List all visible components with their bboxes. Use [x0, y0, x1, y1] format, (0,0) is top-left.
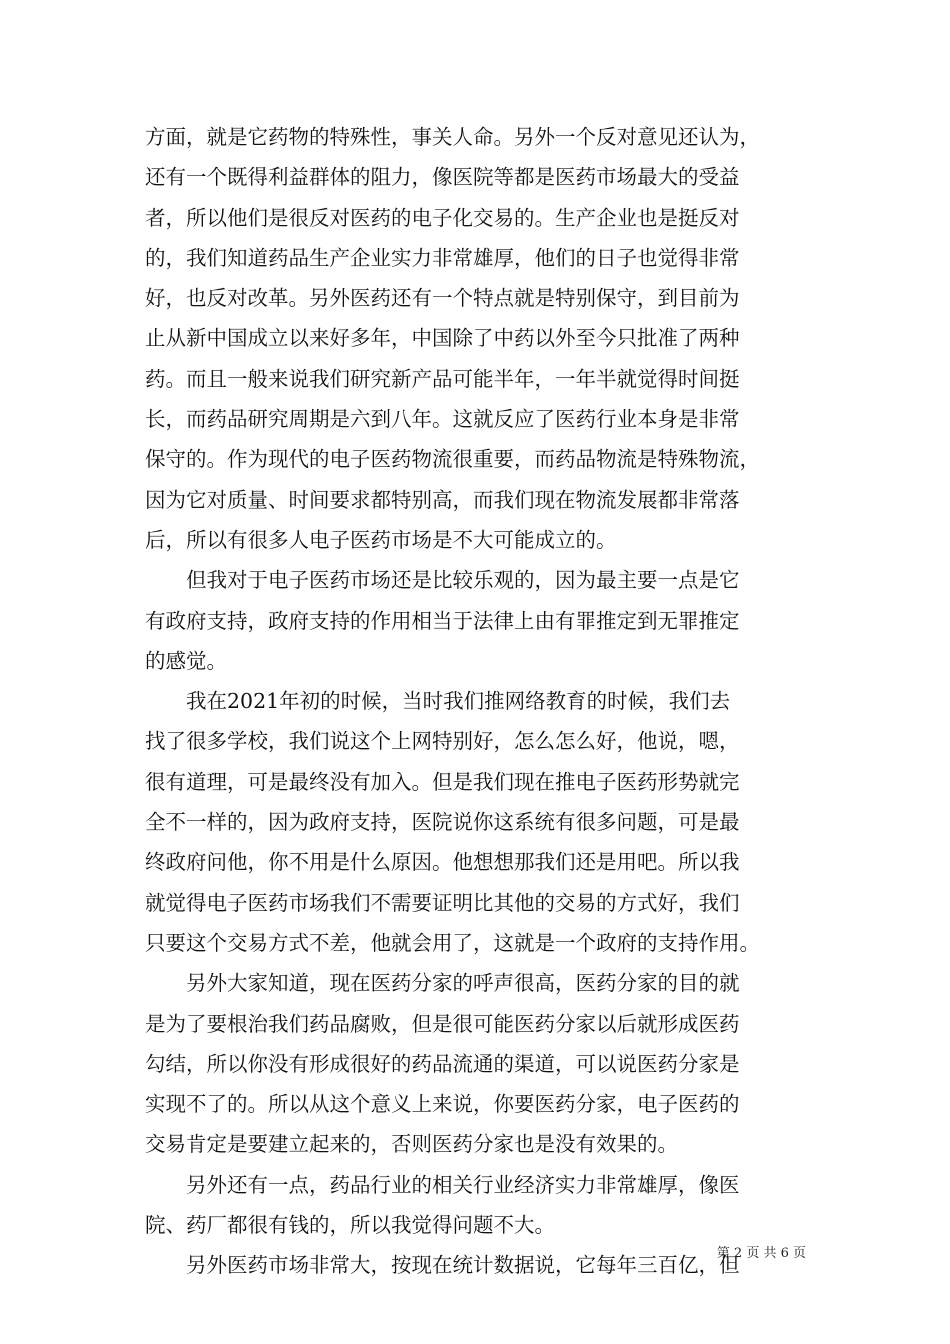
text-line: 有政府支持，政府支持的作用相当于法律上由有罪推定到无罪推定 — [145, 608, 740, 633]
text-line: 另外大家知道，现在医药分家的呼声很高，医药分家的目的就 — [145, 971, 740, 996]
text-line: 是为了要根治我们药品腐败，但是很可能医药分家以后就形成医药 — [145, 1011, 740, 1036]
text-line: 交易肯定是要建立起来的，否则医药分家也是没有效果的。 — [145, 1132, 678, 1157]
text-line: 的感觉。 — [145, 648, 227, 673]
text-line: 另外医药市场非常大，按现在统计数据说，它每年三百亿，但 — [145, 1253, 740, 1278]
text-line: 好，也反对改革。另外医药还有一个特点就是特别保守，到目前为 — [145, 286, 740, 311]
text-line: 长，而药品研究周期是六到八年。这就反应了医药行业本身是非常 — [145, 407, 740, 432]
text-line: 终政府问他，你不用是什么原因。他想想那我们还是用吧。所以我 — [145, 850, 740, 875]
text-line: 实现不了的。所以从这个意义上来说，你要医药分家，电子医药的 — [145, 1092, 740, 1117]
page-number: 第 2 页 共 6 页 — [716, 1246, 806, 1261]
text-line: 就觉得电子医药市场我们不需要证明比其他的交易的方式好，我们 — [145, 890, 740, 915]
text-line: 者，所以他们是很反对医药的电子化交易的。生产企业也是挺反对 — [145, 205, 740, 230]
text-line: 但我对于电子医药市场还是比较乐观的，因为最主要一点是它 — [145, 568, 740, 593]
text-line: 还有一个既得利益群体的阻力，像医院等都是医药市场最大的受益 — [145, 165, 740, 190]
text-line: 后，所以有很多人电子医药市场是不大可能成立的。 — [145, 527, 617, 552]
body-text — [145, 117, 810, 1286]
text-line: 我在2021年初的时候，当时我们推网络教育的时候，我们去 — [145, 689, 731, 714]
text-line: 方面，就是它药物的特殊性，事关人命。另外一个反对意见还认为， — [145, 125, 760, 149]
text-line: 只要这个交易方式不差，他就会用了，这就是一个政府的支持作用。 — [145, 930, 760, 955]
text-line: 全不一样的，因为政府支持，医院说你这系统有很多问题，可是最 — [145, 810, 740, 835]
text-line: 找了很多学校，我们说这个上网特别好，怎么怎么好，他说，嗯， — [145, 729, 740, 754]
text-line: 药。而且一般来说我们研究新产品可能半年，一年半就觉得时间挺 — [145, 366, 740, 391]
text-line: 院、药厂都很有钱的，所以我觉得问题不大。 — [145, 1213, 555, 1238]
text-line: 另外还有一点，药品行业的相关行业经济实力非常雄厚，像医 — [145, 1172, 740, 1197]
text-line: 因为它对质量、时间要求都特别高，而我们现在物流发展都非常落 — [145, 487, 740, 512]
text-line: 很有道理，可是最终没有加入。但是我们现在推电子医药形势就完 — [145, 769, 740, 794]
text-line: 保守的。作为现代的电子医药物流很重要，而药品物流是特殊物流， — [145, 447, 760, 472]
text-line: 的，我们知道药品生产企业实力非常雄厚，他们的日子也觉得非常 — [145, 245, 740, 270]
text-line: 勾结，所以你没有形成很好的药品流通的渠道，可以说医药分家是 — [145, 1051, 740, 1076]
text-line: 止从新中国成立以来好多年，中国除了中药以外至今只批准了两种 — [145, 326, 740, 351]
